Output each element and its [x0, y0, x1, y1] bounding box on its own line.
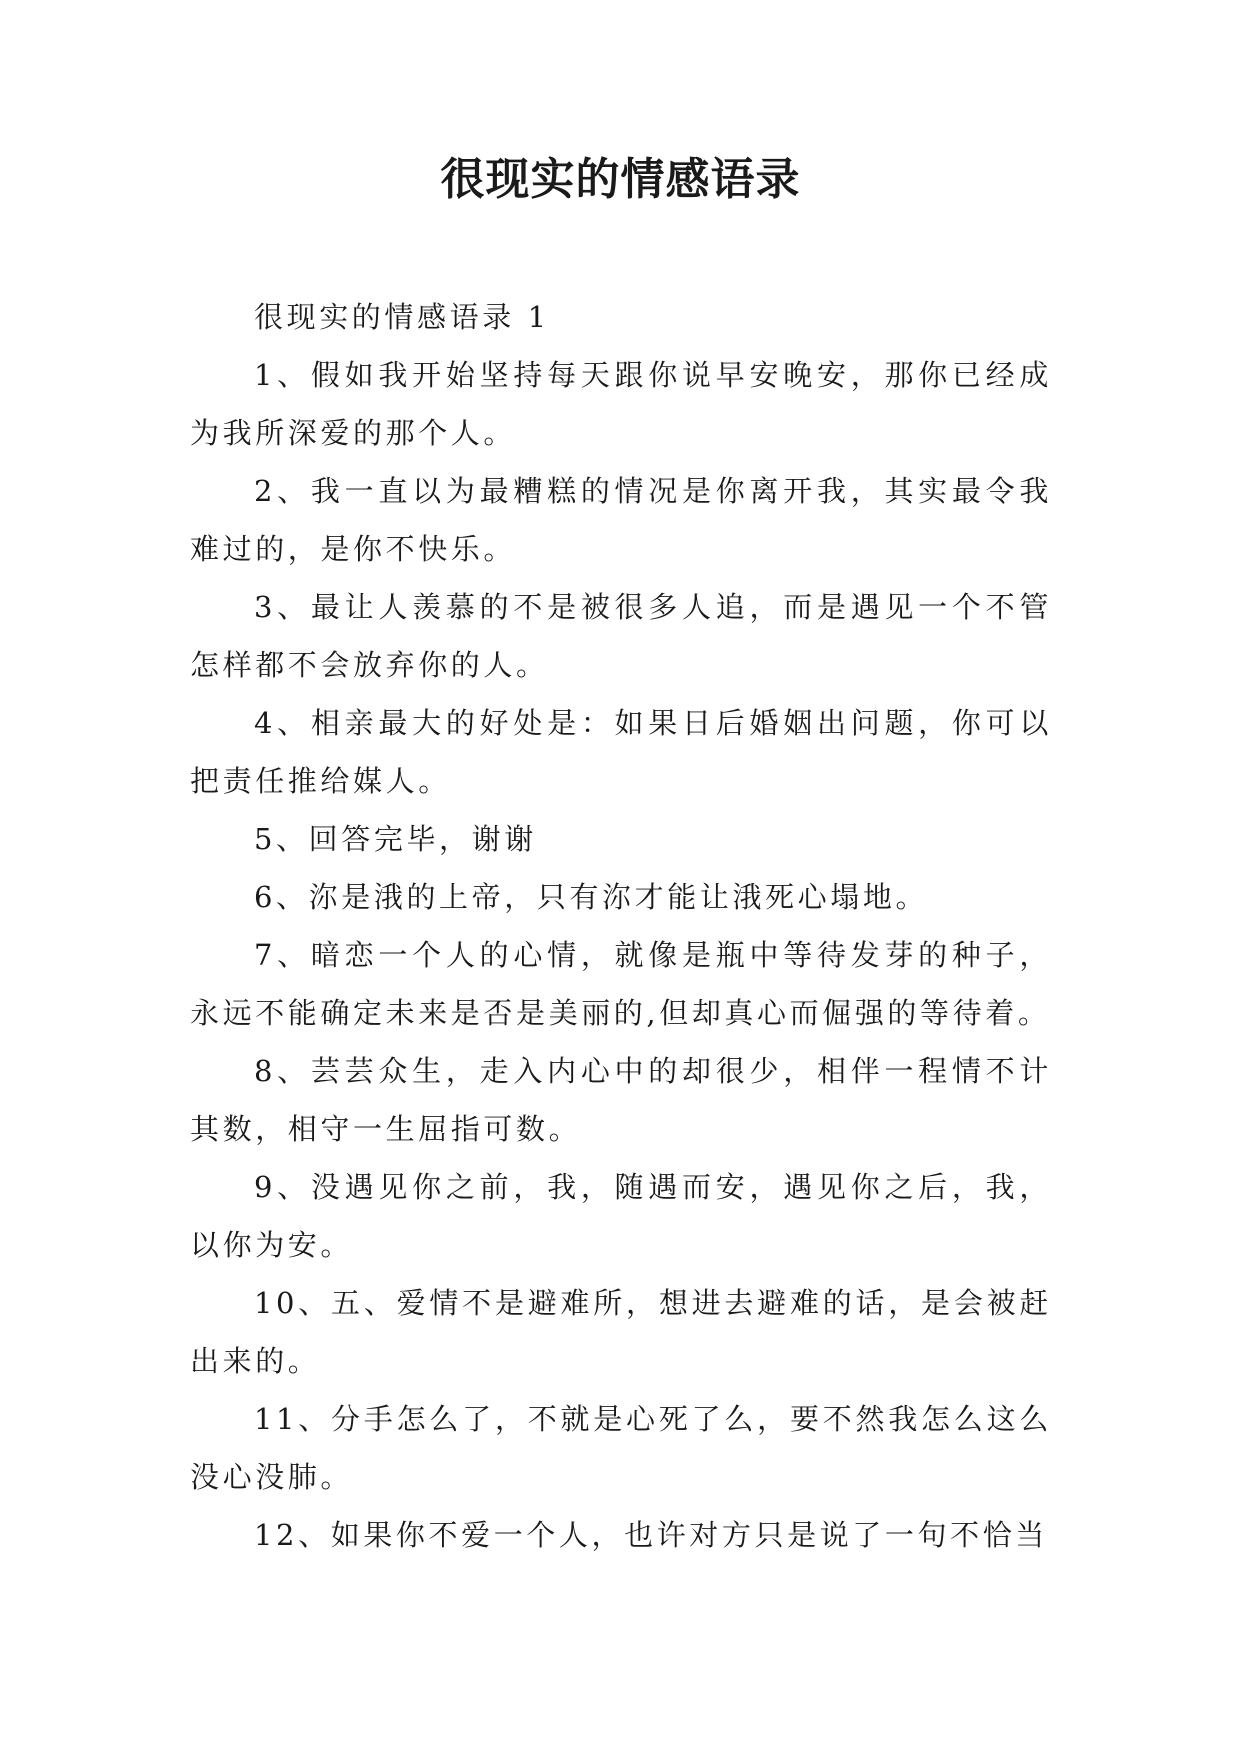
paragraph: 11、分手怎么了，不就是心死了么，要不然我怎么这么没心没肺。 — [190, 1402, 1052, 1494]
paragraph: 4、相亲最大的好处是：如果日后婚姻出问题，你可以把责任推给媒人。 — [190, 706, 1052, 798]
paragraph: 6、沵是涐的上帝，只有沵才能让涐死心塌地。 — [254, 880, 929, 914]
document-body — [190, 288, 1052, 1564]
paragraph: 8、芸芸众生，走入内心中的却很少，相伴一程情不计其数，相守一生屈指可数。 — [190, 1054, 1052, 1146]
paragraph: 7、暗恋一个人的心情，就像是瓶中等待发芽的种子，永远不能确定未来是否是美丽的,但却真心而倔强的等待着。 — [190, 938, 1052, 1030]
paragraph: 2、我一直以为最糟糕的情况是你离开我，其实最令我难过的，是你不快乐。 — [190, 474, 1052, 566]
paragraph: 5、回答完毕，谢谢 — [254, 822, 537, 856]
paragraph: 1、假如我开始坚持每天跟你说早安晚安，那你已经成为我所深爱的那个人。 — [190, 358, 1052, 450]
paragraph: 10、五、爱情不是避难所，想进去避难的话，是会被赶出来的。 — [190, 1286, 1052, 1378]
paragraph: 9、没遇见你之前，我，随遇而安，遇见你之后，我，以你为安。 — [190, 1170, 1052, 1262]
document-title: 很现实的情感语录 — [440, 154, 801, 205]
paragraph: 12、如果你不爱一个人，也许对方只是说了一句不恰当 — [254, 1518, 1048, 1552]
section-heading: 很现实的情感语录 1 — [254, 300, 550, 334]
paragraph: 3、最让人羡慕的不是被很多人追，而是遇见一个不管怎样都不会放弃你的人。 — [190, 590, 1052, 682]
